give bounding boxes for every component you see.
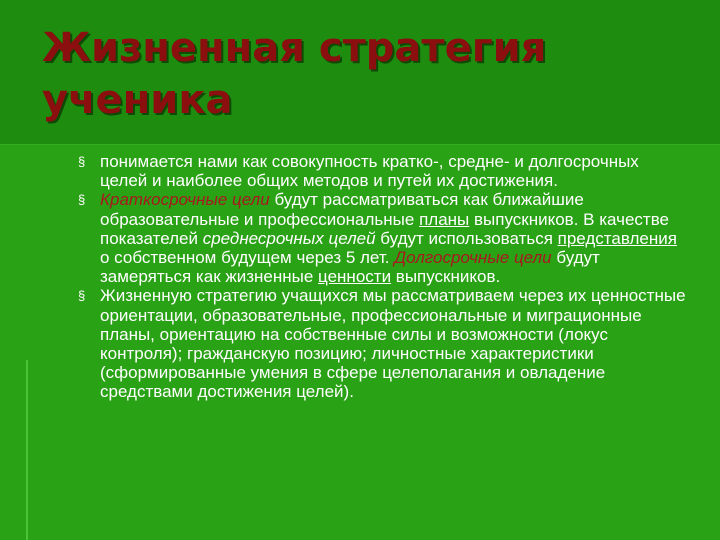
underlined-word-representations: представления	[557, 228, 677, 248]
bullet-marker-icon: §	[78, 192, 86, 208]
bullet-text-segment: выпускников.	[391, 267, 501, 287]
term-mid-term-goals: среднесрочных целей	[202, 228, 376, 248]
bullet-text-segment: будут рассматриваться как ближайшие образовательные и профессиональные	[100, 190, 584, 229]
decorative-horizontal-line	[0, 144, 720, 145]
decorative-vertical-line	[26, 360, 28, 540]
bullet-text-segment: будут использоваться	[375, 228, 558, 248]
bullet-marker-icon: §	[78, 288, 86, 304]
bullet-text: понимается нами как совокупность кратко-, средне- и долгосрочных целей и наиболее общих методов и путей их достижения.	[100, 152, 639, 191]
bullet-list	[78, 152, 688, 402]
bullet-marker-icon: §	[78, 154, 86, 169]
bullet-text-segment: будут замеряться как жизненные	[100, 248, 600, 287]
bullet-item-1	[78, 152, 688, 190]
bullet-item-2	[78, 190, 688, 286]
slide-title: Жизненная стратегия ученика	[42, 25, 547, 123]
underlined-word-plans: планы	[419, 209, 470, 229]
bullet-text-segment: о собственном будущем через 5 лет.	[100, 248, 395, 268]
bullet-text-segment: выпускников. В качестве показателей	[100, 209, 669, 248]
term-long-term-goals: Долгосрочные цели	[394, 248, 552, 268]
bullet-text: Жизненную стратегию учащихся мы рассматриваем через их ценностные ориентации, образовательные, профессиональные и миграционные планы, ориентацию на собственные силы и возможности (локус контроля); гражданскую позицию; личностные характеристики (сформированные умения в сфере целеполагания и овладение средствами достижения целей).	[100, 286, 686, 402]
term-short-term-goals: Краткосрочные цели	[100, 190, 270, 210]
underlined-word-values: ценности	[318, 267, 392, 287]
bullet-item-3	[78, 286, 688, 401]
